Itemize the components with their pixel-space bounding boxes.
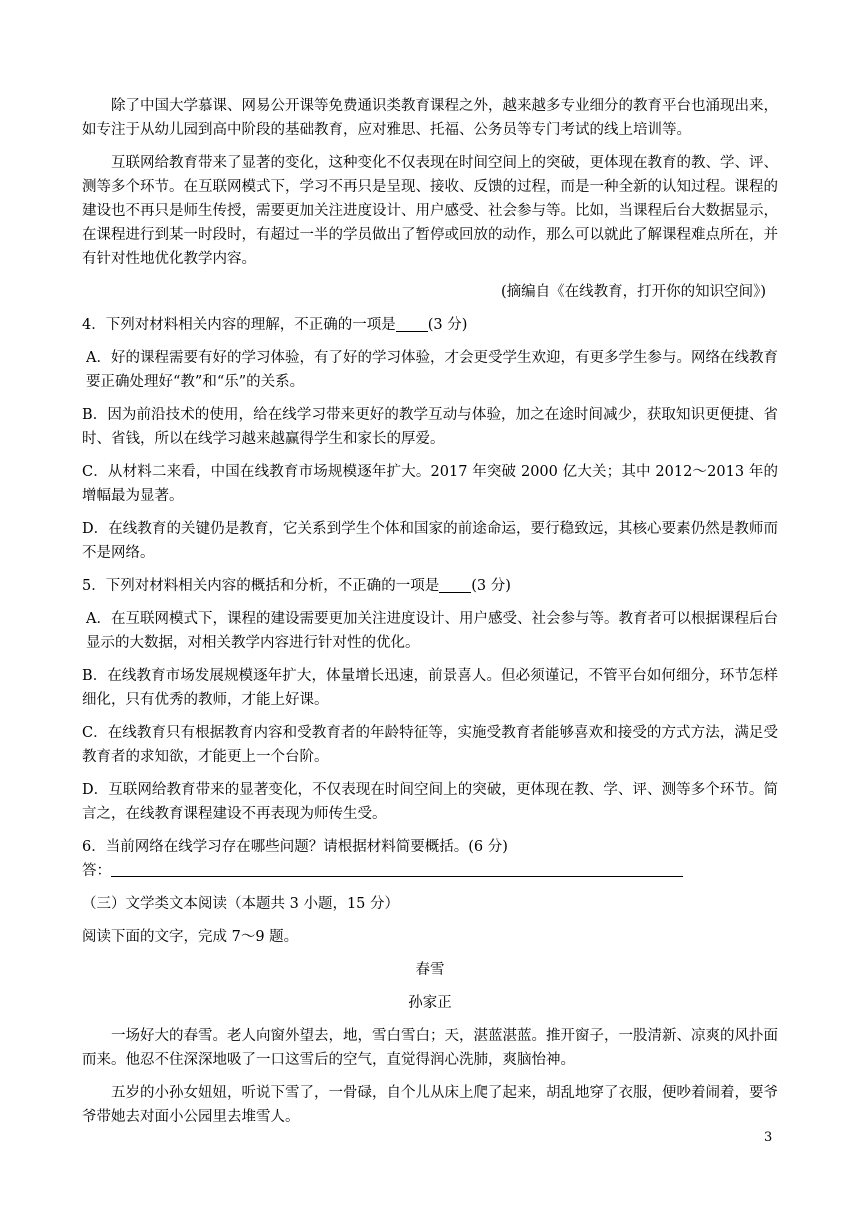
question-5-stem bbox=[82, 574, 778, 598]
question-4-score: (3 分) bbox=[427, 317, 468, 333]
passage-paragraph-1: 除了中国大学慕课、网易公开课等免费通识类教育课程之外，越来越多专业细分的教育平台也涌现出来，如专注于从幼儿园到高中阶段的基础教育，应对雅思、托福、公务员等专门考试的线上培训等。 bbox=[82, 98, 778, 138]
question-6-answer-row bbox=[82, 859, 778, 883]
section-3-instruction: 阅读下面的文字，完成 7～9 题。 bbox=[82, 929, 299, 945]
section-3-heading: （三）文学类文本阅读（本题共 3 小题，15 分） bbox=[82, 896, 400, 912]
question-4-option-b: B．因为前沿技术的使用，给在线学习带来更好的教学互动与体验，加之在途时间减少，获取知识更便捷、省时、省钱，所以在线学习越来越赢得学生和家长的厚爱。 bbox=[82, 407, 778, 447]
question-5-stem-text: 5．下列对材料相关内容的概括和分析，不正确的一项是 bbox=[82, 578, 440, 594]
answer-label: 答： bbox=[82, 863, 111, 879]
question-5-option-b: B．在线教育市场发展规模逐年扩大，体量增长迅速，前景喜人。但必须谨记，不管平台如何细分，环节怎样细化，只有优秀的教师，才能上好课。 bbox=[82, 668, 778, 708]
question-5-option-c: C．在线教育只有根据教育内容和受教育者的年龄特征等，实施受教育者能够喜欢和接受的方式方法，满足受教育者的求知欲，才能更上一个台阶。 bbox=[82, 725, 778, 765]
question-5-answer-blank[interactable] bbox=[439, 576, 471, 593]
question-6-stem: 6．当前网络在线学习存在哪些问题？请根据材料简要概括。(6 分) bbox=[82, 839, 508, 855]
story-paragraph-2: 五岁的小孙女妞妞，听说下雪了，一骨碌，自个儿从床上爬了起来，胡乱地穿了衣服，便吵着闹着，要爷爷带她去对面小公园里去堆雪人。 bbox=[82, 1085, 778, 1125]
question-5-option-a: A．在互联网模式下，课程的建设需要更加关注进度设计、用户感受、社会参与等。教育者可以根据课程后台显示的大数据，对相关教学内容进行针对性的优化。 bbox=[86, 611, 778, 651]
story-title: 春雪 bbox=[415, 962, 445, 978]
page-number: 3 bbox=[764, 1130, 773, 1145]
question-4-option-a: A．好的课程需要有好的学习体验，有了好的学习体验，才会更受学生欢迎，有更多学生参与。网络在线教育要正确处理好“教”和“乐”的关系。 bbox=[86, 350, 778, 390]
question-4-stem-text: 4．下列对材料相关内容的理解，不正确的一项是 bbox=[82, 317, 396, 333]
answer-line[interactable] bbox=[111, 862, 683, 877]
page-content bbox=[82, 94, 778, 1129]
story-paragraph-1: 一场好大的春雪。老人向窗外望去，地，雪白雪白；天，湛蓝湛蓝。推开窗子，一股清新、凉爽的风扑面而来。他忍不住深深地吸了一口这雪后的空气，直觉得润心洗肺，爽脑怡神。 bbox=[82, 1028, 778, 1068]
question-5-score: (3 分) bbox=[471, 578, 511, 594]
passage-paragraph-2: 互联网给教育带来了显著的变化，这种变化不仅表现在时间空间上的突破，更体现在教育的教、学、评、测等多个环节。在互联网模式下，学习不再只是呈现、接收、反馈的过程，而是一种全新的认知过程。课程的建设也不再只是师生传授，需要更加关注进度设计、用户感受、社会参与等。比如，当课程后台大数据显示，在课程进行到某一时段时，有超过一半的学员做出了暂停或回放的动作，那么可以就此了解课程难点所在，并有针对性地优化教学内容。 bbox=[82, 155, 778, 267]
question-4-option-c: C．从材料二来看，中国在线教育市场规模逐年扩大。2017 年突破 2000 亿大关；其中 2012～2013 年的增幅最为显著。 bbox=[82, 464, 778, 504]
question-4-stem bbox=[82, 313, 778, 337]
story-author: 孙家正 bbox=[408, 995, 452, 1011]
question-5-option-d: D．互联网给教育带来的显著变化，不仅表现在时间空间上的突破，更体现在教、学、评、测等多个环节。简言之，在线教育课程建设不再表现为师传生受。 bbox=[82, 782, 778, 822]
passage-source: (摘编自《在线教育，打开你的知识空间》) bbox=[500, 284, 766, 300]
question-4-answer-blank[interactable] bbox=[396, 315, 428, 332]
question-4-option-d: D．在线教育的关键仍是教育，它关系到学生个体和国家的前途命运，要行稳致远，其核心要素仍然是教师而不是网络。 bbox=[82, 521, 778, 561]
